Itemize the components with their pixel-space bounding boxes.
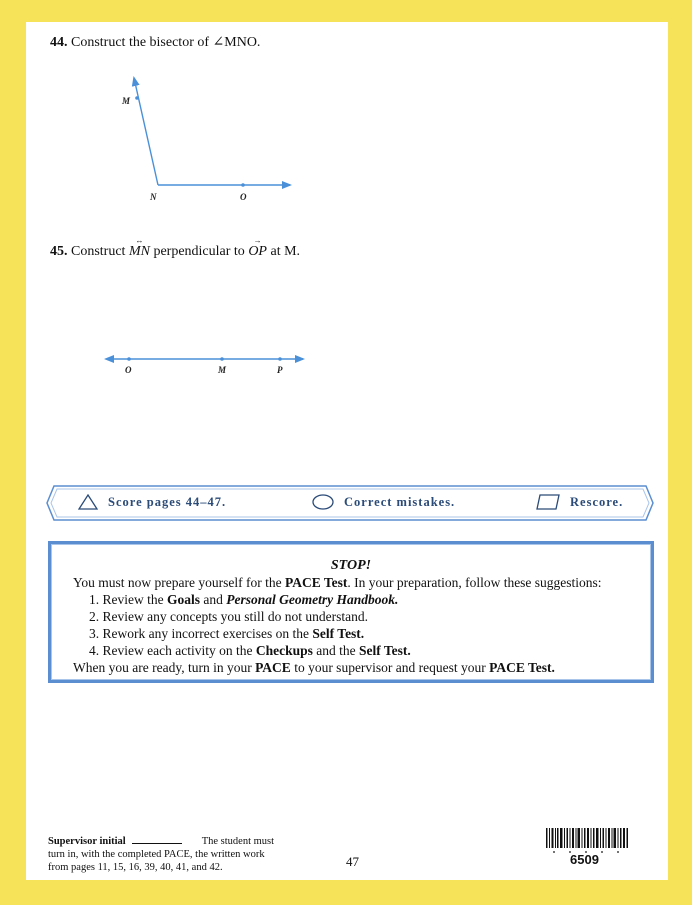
rescore-label: Rescore. — [570, 494, 624, 509]
question-45 — [50, 236, 301, 260]
point-o — [241, 183, 245, 187]
angle-mno-figure — [26, 22, 668, 462]
ray-nm — [134, 78, 158, 185]
score-pages-label: Score pages 44–47. — [108, 494, 227, 509]
label-p2: P — [277, 365, 283, 375]
correct-mistakes-label: Correct mistakes. — [344, 494, 456, 509]
score-pages-item — [78, 485, 226, 519]
footer-note: Supervisor initial The student must turn in, with the completed PACE, the written work from pages 11, 15, 16, 39, 40, 41, and 42. — [48, 836, 275, 873]
supervisor-initial-field — [132, 843, 182, 844]
ray-op-symbol: → OP — [248, 236, 267, 259]
label-o: O — [240, 192, 247, 202]
point-o2 — [127, 357, 131, 361]
question-text: Construct the bisector of ∠MNO. — [71, 35, 261, 50]
page-number: 47 — [346, 854, 359, 869]
stop-intro: You must now prepare yourself for the PACE Test. In your preparation, follow these suggestions: — [73, 575, 602, 590]
score-bar — [46, 485, 652, 519]
point-m — [135, 96, 139, 100]
label-o2: O — [125, 365, 132, 375]
question-text-c: at M. — [270, 244, 301, 259]
question-number: 45. — [50, 244, 68, 259]
stop-closing: When you are ready, turn in your PACE to your supervisor and request your PACE Test. — [73, 660, 555, 675]
label-n: N — [150, 192, 157, 202]
circle-icon — [312, 494, 334, 510]
stop-item-1: 1. Review the Goals and Personal Geometry Handbook. — [89, 592, 399, 607]
stop-item-3: 3. Rework any incorrect exercises on the Self Test. — [89, 626, 365, 641]
square-icon — [536, 494, 560, 510]
question-text-b: perpendicular to — [153, 244, 245, 259]
barcode-number: 6509 — [570, 852, 599, 867]
stop-item-2: 2. Review any concepts you still do not understand. — [89, 609, 368, 624]
correct-mistakes-item — [312, 485, 455, 519]
point-m2 — [220, 357, 224, 361]
rescore-item — [536, 485, 623, 519]
supervisor-initial-label: Supervisor initial — [48, 836, 126, 847]
question-text-a: Construct — [71, 244, 126, 259]
workbook-page — [26, 22, 668, 880]
triangle-icon — [78, 494, 98, 510]
label-m: M — [122, 96, 131, 106]
stop-box — [48, 541, 654, 683]
line-mn-symbol: ↔ MN — [128, 236, 150, 259]
stop-title: STOP! — [330, 558, 372, 573]
stop-item-4: 4. Review each activity on the Checkups and the Self Test. — [89, 643, 411, 658]
label-m2: M — [218, 365, 227, 375]
point-p2 — [278, 357, 282, 361]
question-number: 44. — [50, 35, 68, 50]
